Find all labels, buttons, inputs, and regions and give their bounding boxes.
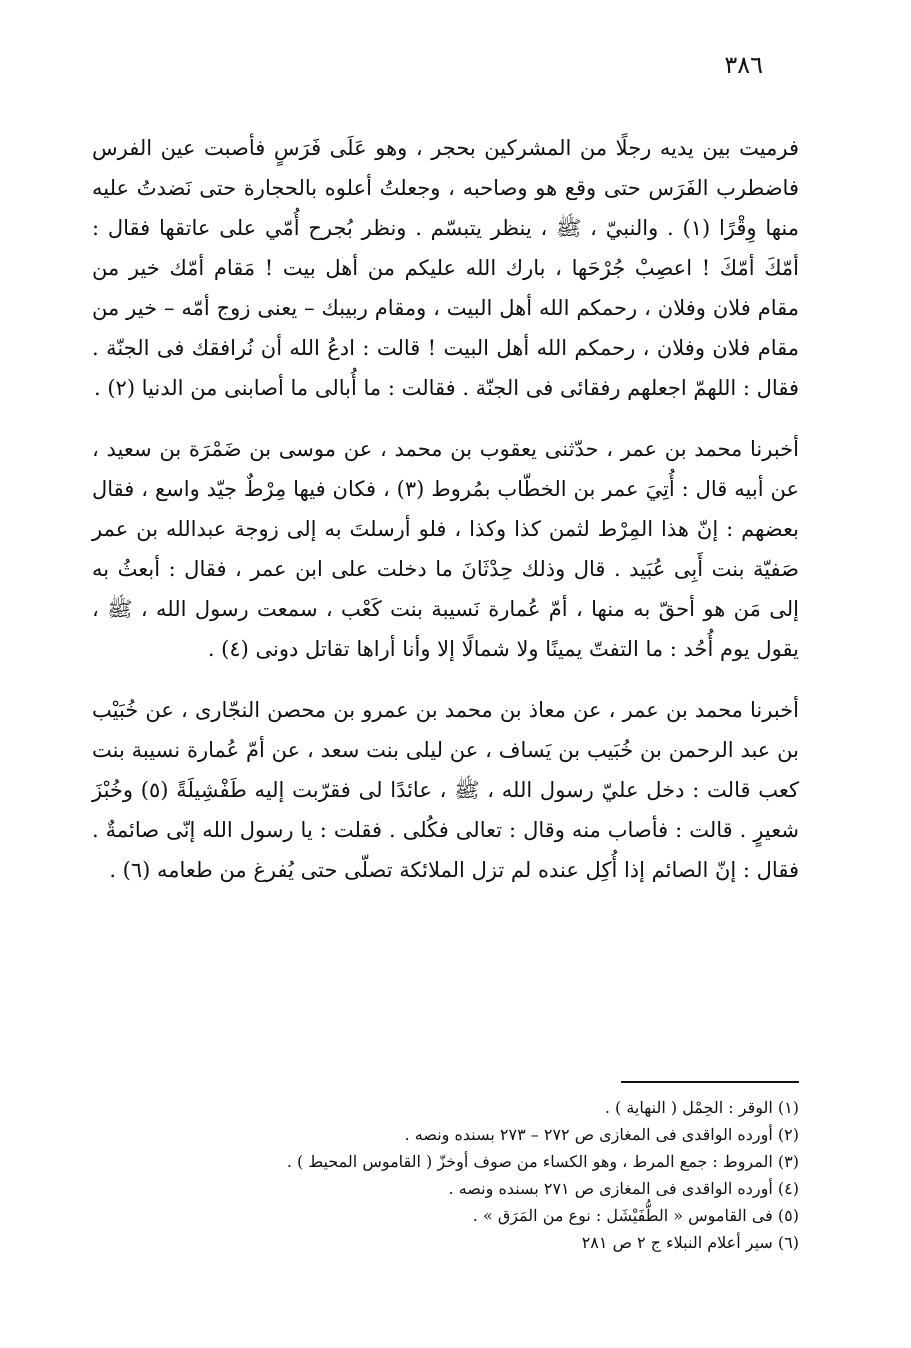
main-text [92, 128, 799, 911]
paragraph-text: أخبرنا محمد بن عمر ، عن معاذ بن محمد بن عمرو بن محصن النجّارى ، عن خُبَيْب بن عبد الرحمن بن خُبَيب بن يَساف ، عن ليلى بنت سعد ، عن أمّ عُمارة نسيبة بنت كعب قالت : دخل عليّ رسول الله ، ﷺ ، عائدًا لى فقرّبت إليه طَفْشِيلَةً (٥) وخُبْزَ شعيرٍ . قالت : فأصاب منه وقال : تعالى فكُلى . فقلت : يا رسول الله إنّى صائمةٌ . فقال : إنّ الصائم إذا أُكِل عنده لم تزل الملائكة تصلّى حتى يُفرغ من طعامه (٦) . [92, 698, 799, 882]
paragraph-3 [92, 690, 799, 890]
footnote-4: (٤) أورده الواقدى فى المغازى ص ٢٧١ بسنده ونصه . [448, 1179, 799, 1198]
paragraph-text: أخبرنا محمد بن عمر ، حدّثنى يعقوب بن محمد ، عن موسى بن ضَمْرَة بن سعيد ، عن أبيه قال : أُتِيَ عمر بن الخطّاب بمُروط (٣) ، فكان فيها مِرْطٌ جيّد واسع ، فقال بعضهم : إنّ هذا المِرْط لثمن كذا وكذا ، فلو أرسلتَ به إلى زوجة عبدالله بن عمر صَفيّة بنت أَبِى عُبَيد . قال وذلك حِدْثَانَ ما دخلت على ابن عمر ، فقال : أبعثُ به إلى مَن هو أحقّ به منها ، أمّ عُمارة نَسيبة بنت كَعْب ، سمعت رسول الله ، ﷺ ، يقول يوم أُحُد : ما التفتّ يمينًا ولا شمالًا إلا وأنا أراها تقاتل دونى (٤) . [92, 437, 799, 661]
footnote-6: (٦) سير أعلام النبلاء ج ٢ ص ٢٨١ [581, 1233, 799, 1252]
page-number: ٣٨٦ [724, 51, 763, 79]
paragraph-2 [92, 429, 799, 669]
footnote-3: (٣) المروط : جمع المرط ، وهو الكساء من صوف أوخزّ ( القاموس المحيط ) . [286, 1152, 799, 1171]
footnote-2: (٢) أورده الواقدى فى المغازى ص ٢٧٢ – ٢٧٣ بسنده ونصه . [404, 1125, 799, 1144]
paragraph-1 [92, 128, 799, 408]
footnotes [92, 1094, 799, 1256]
footnote-1: (١) الوقر : الحِمْل ( النهاية ) . [604, 1098, 799, 1117]
footnote-5: (٥) فى القاموس « الطُّفَيْشَل : نوع من المَرَق » . [472, 1206, 799, 1225]
paragraph-text: فرميت بين يديه رجلًا من المشركين بحجر ، وهو عَلَى فَرَسٍ فأصبت عين الفرس فاضطرب الفَرَس حتى وقع هو وصاحبه ، وجعلتُ أعلوه بالحجارة حتى نَضدتُ عليه منها وِقْرًا (١) . والنبيّ ، ﷺ ، ينظر يتبسّم . ونظر بُجرح أُمّي على عاتقها فقال : أمّكَ أمّكَ ! اعصِبْ جُرْحَها ، بارك الله عليكم من أهل بيت ! مَقام أمّك خير من مقام فلان وفلان ، رحمكم الله أهل البيت ، ومقام ربيبك – يعنى زوج أمّه – خير من مقام فلان وفلان ، رحمكم الله أهل البيت ! قالت : ادعُ الله أن نُرافقك فى الجنّة . فقال : اللهمّ اجعلهم رفقائى فى الجنّة . فقالت : ما أُبالى ما أصابنى من الدنيا (٢) . [92, 136, 799, 400]
footnote-divider [621, 1081, 799, 1083]
